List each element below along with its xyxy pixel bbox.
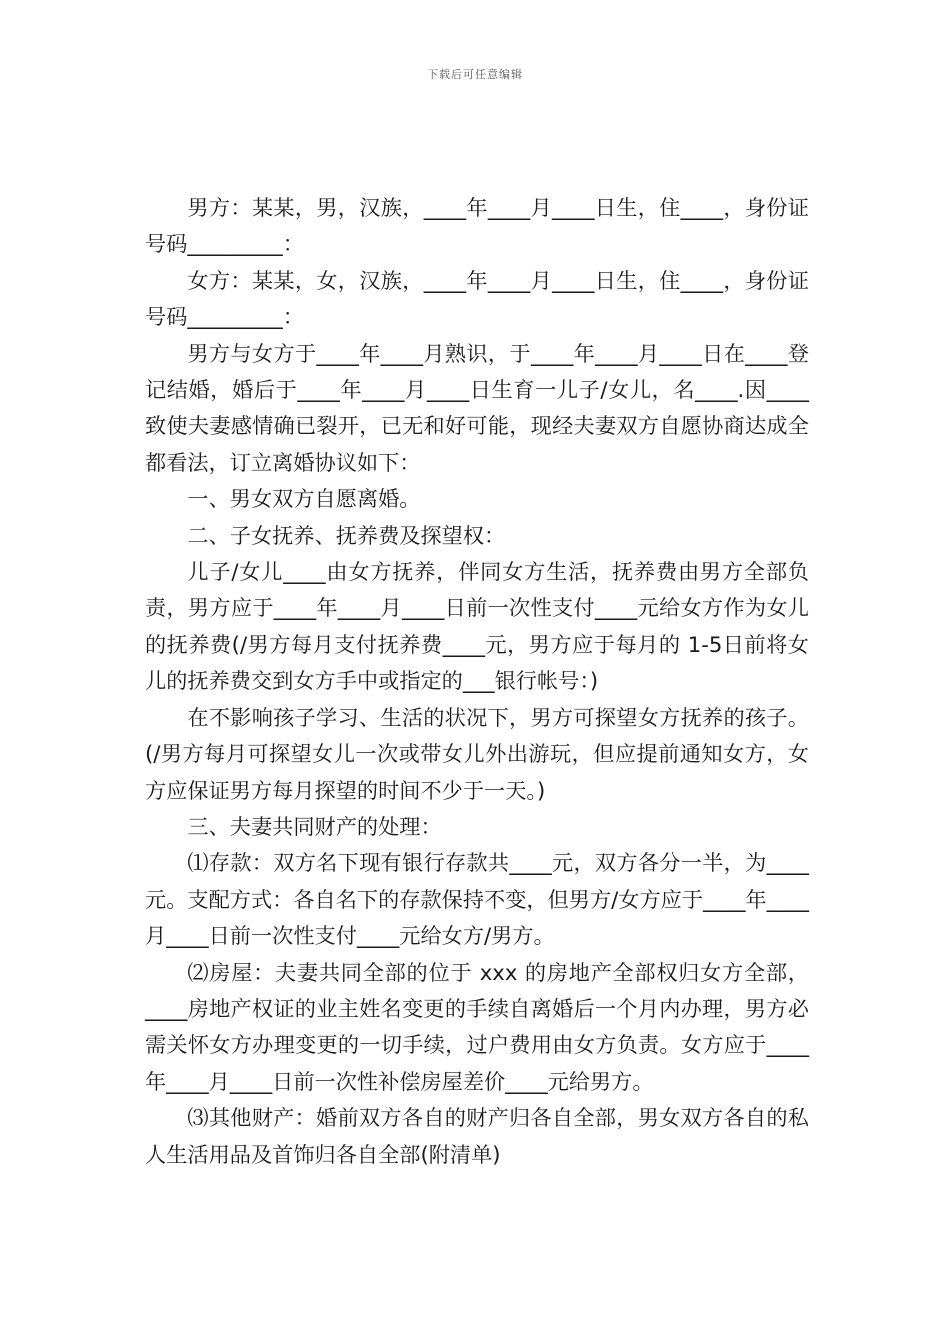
paragraph-other-property: ⑶其他财产：婚前双方各自的财产归各自全部，男女双方各自的私人生活用品及首饰归各自全部(附清单) [145, 1105, 809, 1167]
agreement-body [145, 190, 809, 1173]
paragraph-clause-3-heading: 三、夫妻共同财产的处理： [187, 813, 442, 839]
paragraph-clause-1: 一、男女双方自愿离婚。 [187, 486, 421, 512]
paragraph-husband-info: 男方：某某，男，汉族，____年____月____日生，住____，身份证号码_________： [145, 195, 809, 257]
paragraph-visitation: 在不影响孩子学习、生活的状况下，男方可探望女方抚养的孩子。(/男方每月可探望女儿一次或带女儿外出游玩，但应提前通知女方，女方应保证男方每月探望的时间不少于一天。) [145, 704, 809, 803]
paragraph-house: ⑵房屋：夫妻共同全部的位于 xxx 的房地产全部权归女方全部，____房地产权证的业主姓名变更的手续自离婚后一个月内办理，男方必需关怀女方办理变更的一切手续，过户费用由女方负责。女方应于____年____月____日前一次性补偿房屋差价____元给男方。 [145, 959, 809, 1094]
header-note: 下载后可任意编辑 [427, 68, 523, 81]
paragraph-child-support: 儿子/女儿____由女方抚养，伴同女方生活，抚养费由男方全部负责，男方应于____年____月____日前一次性支付____元给女方作为女儿的抚养费(/男方每月支付抚养费____元，男方应于每月的 1-5日前将女儿的抚养费交到女方手中或指定的___银行帐号：) [145, 559, 809, 694]
paragraph-clause-2-heading: 二、子女抚养、抚养费及探望权： [187, 522, 506, 548]
paragraph-marriage-background: 男方与女方于____年____月熟识，于____年____月____日在____登记结婚，婚后于____年____月____日生育一儿子/女儿，名____.因____致使夫妻感情确已裂开，已无和好可能，现经夫妻双方自愿协商达成全都看法，订立离婚协议如下： [145, 340, 809, 475]
paragraph-wife-info: 女方：某某，女，汉族，____年____月____日生，住____，身份证号码_________： [145, 267, 809, 330]
paragraph-savings: ⑴存款：双方名下现有银行存款共____元，双方各分一半，为____元。支配方式：各自名下的存款保持不变，但男方/女方应于____年____月____日前一次性支付____元给女方/男方。 [145, 850, 809, 949]
